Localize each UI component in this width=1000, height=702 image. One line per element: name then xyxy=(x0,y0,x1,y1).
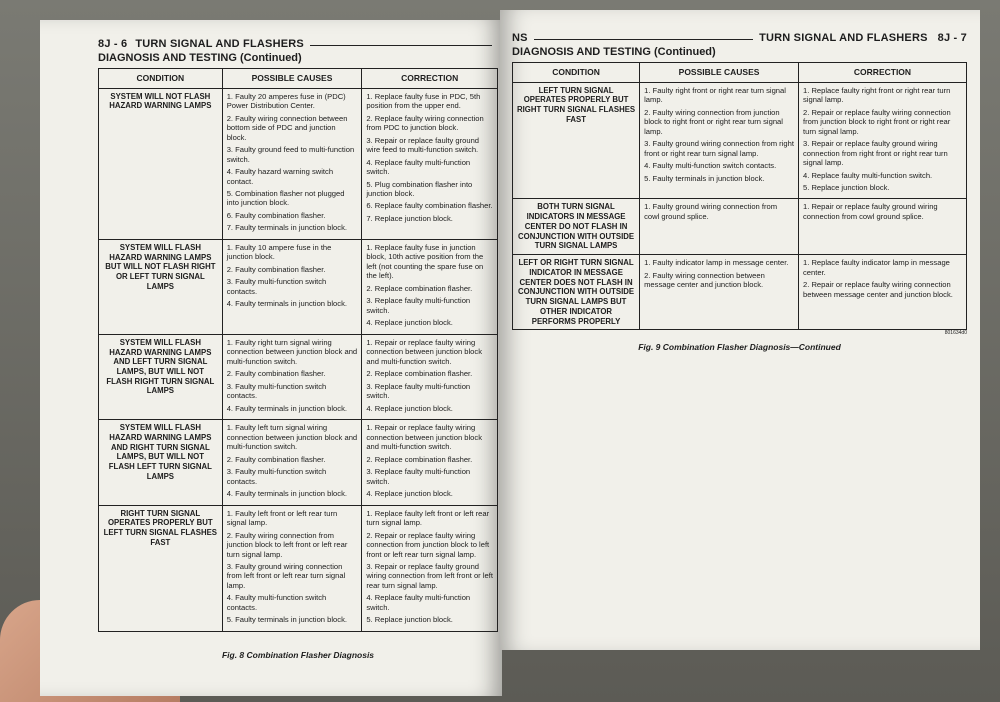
correction-item: 1. Replace faulty fuse in PDC, 5th position from the upper end. xyxy=(366,91,481,111)
condition-cell: SYSTEM WILL FLASH HAZARD WARNING LAMPS BUT WILL NOT FLASH RIGHT OR LEFT TURN SIGNAL LAMPS xyxy=(99,239,223,334)
table-row xyxy=(99,334,498,419)
column-header: POSSIBLE CAUSES xyxy=(640,63,799,83)
cause-item: 3. Faulty ground wiring connection from left front or left rear turn signal lamp. xyxy=(226,562,346,590)
condition-cell: LEFT TURN SIGNAL OPERATES PROPERLY BUT RIGHT TURN SIGNAL FLASHES FAST xyxy=(513,82,640,199)
cause-item: 2. Faulty wiring connection from junction block to right front or right rear turn signal lamp. xyxy=(644,107,783,136)
cause-item: 1. Faulty indicator lamp in message center. xyxy=(644,258,789,268)
correction-item: 1. Repair or replace faulty ground wiring connection from cowl ground splice. xyxy=(803,202,938,221)
right-page-number: 8J - 7 xyxy=(937,32,967,44)
table-header-row xyxy=(99,69,498,89)
causes-list xyxy=(227,92,358,233)
left-diagnosis-table xyxy=(98,68,498,632)
correction-item: 3. Repair or replace faulty ground wire feed to multi-function switch. xyxy=(366,135,480,155)
condition-cell: RIGHT TURN SIGNAL OPERATES PROPERLY BUT LEFT TURN SIGNAL FLASHES FAST xyxy=(99,505,223,631)
condition-cell: SYSTEM WILL FLASH HAZARD WARNING LAMPS AND LEFT TURN SIGNAL LAMPS, BUT WILL NOT FLASH RIGHT TURN SIGNAL LAMPS xyxy=(99,334,223,419)
corrections-list xyxy=(803,202,962,221)
cause-item: 4. Faulty terminals in junction block. xyxy=(226,489,347,499)
right-diagnosis-table xyxy=(512,62,967,330)
correction-cell xyxy=(362,334,498,419)
corrections-list xyxy=(366,92,493,224)
causes-cell xyxy=(222,505,362,631)
table-row xyxy=(99,88,498,239)
table-row xyxy=(513,82,967,199)
right-page-header xyxy=(512,32,967,44)
correction-item: 1. Repair or replace faulty wiring connection between junction block and multi-function switch. xyxy=(366,423,482,452)
cause-item: 4. Faulty multi-function switch contacts. xyxy=(226,593,327,612)
cause-item: 2. Faulty wiring connection from junction block to left front or left rear turn signal lamp. xyxy=(226,530,348,559)
cause-item: 2. Faulty wiring connection between bottom side of PDC and junction block. xyxy=(226,113,348,142)
correction-cell xyxy=(362,88,498,239)
causes-list xyxy=(227,338,358,413)
correction-item: 4. Replace junction block. xyxy=(366,489,453,499)
header-rule xyxy=(310,45,492,46)
right-table-body xyxy=(513,82,967,330)
causes-list xyxy=(227,423,358,498)
left-figure-caption: Fig. 8 Combination Flasher Diagnosis xyxy=(221,649,375,660)
figure-code: 801634d0 xyxy=(944,330,967,337)
left-section-title: DIAGNOSIS AND TESTING (Continued) xyxy=(98,52,302,64)
column-header: CONDITION xyxy=(99,69,223,89)
correction-cell xyxy=(799,199,967,255)
correction-item: 1. Replace faulty right front or right rear turn signal lamp. xyxy=(803,85,951,105)
cause-item: 5. Faulty terminals in junction block. xyxy=(644,173,765,183)
correction-cell xyxy=(799,82,967,199)
correction-item: 5. Replace junction block. xyxy=(803,182,890,192)
cause-item: 3. Faulty multi-function switch contacts. xyxy=(226,467,327,486)
correction-item: 2. Replace faulty wiring connection from PDC to junction block. xyxy=(366,113,484,133)
cause-item: 2. Faulty combination flasher. xyxy=(226,264,326,274)
correction-item: 1. Replace faulty fuse in junction block, 10th active position from the left (not counting the spare fuse on the left). xyxy=(366,242,484,281)
cause-item: 1. Faulty 20 amperes fuse in (PDC) Power Distribution Center. xyxy=(226,91,346,111)
correction-item: 6. Replace faulty combination flasher. xyxy=(366,201,493,211)
correction-item: 1. Replace faulty left front or left rear turn signal lamp. xyxy=(366,508,490,528)
correction-item: 7. Replace junction block. xyxy=(366,213,453,223)
causes-cell xyxy=(640,199,799,255)
cause-item: 2. Faulty wiring connection between message center and junction block. xyxy=(644,270,765,290)
correction-item: 4. Replace junction block. xyxy=(366,318,453,328)
column-header: CORRECTION xyxy=(799,63,967,83)
correction-item: 3. Replace faulty multi-function switch. xyxy=(366,296,471,315)
correction-item: 2. Replace combination flasher. xyxy=(366,283,473,293)
cause-item: 1. Faulty right front or right rear turn signal lamp. xyxy=(644,85,786,105)
correction-item: 4. Replace junction block. xyxy=(366,403,453,413)
cause-item: 2. Faulty combination flasher. xyxy=(226,454,326,464)
column-header: CORRECTION xyxy=(362,69,498,89)
correction-item: 5. Replace junction block. xyxy=(366,615,453,625)
cause-item: 5. Combination flasher not plugged into junction block. xyxy=(226,188,345,208)
table-row xyxy=(99,239,498,334)
table-row xyxy=(99,420,498,505)
left-running-title: TURN SIGNAL AND FLASHERS xyxy=(135,38,304,50)
cause-item: 5. Faulty terminals in junction block. xyxy=(226,615,347,625)
correction-item: 3. Replace faulty multi-function switch. xyxy=(366,381,471,401)
correction-cell xyxy=(362,239,498,334)
right-page xyxy=(500,10,980,650)
correction-item: 4. Replace faulty multi-function switch. xyxy=(366,157,471,177)
correction-item: 2. Repair or replace faulty wiring connection from junction block to right front or right rear turn signal lamp. xyxy=(803,107,951,136)
left-page-number: 8J - 6 xyxy=(98,38,128,50)
cause-item: 2. Faulty combination flasher. xyxy=(226,369,326,379)
correction-item: 5. Plug combination flasher into junction block. xyxy=(366,179,473,198)
correction-item: 2. Repair or replace faulty wiring connection between message center and junction block. xyxy=(803,280,953,299)
corrections-list xyxy=(366,338,493,413)
cause-item: 1. Faulty left turn signal wiring connection between junction block and multi-function switch. xyxy=(226,423,358,452)
cause-item: 1. Faulty ground wiring connection from cowl ground splice. xyxy=(644,202,778,221)
causes-list xyxy=(644,258,794,289)
cause-item: 7. Faulty terminals in junction block. xyxy=(226,223,347,233)
condition-cell: LEFT OR RIGHT TURN SIGNAL INDICATOR IN MESSAGE CENTER DOES NOT FLASH IN CONJUNCTION WITH OUTSIDE TURN SIGNAL LAMPS BUT OTHER INDICATOR PERFORMS PROPERLY xyxy=(513,255,640,330)
causes-list xyxy=(644,202,794,221)
correction-item: 4. Replace faulty multi-function switch. xyxy=(803,170,933,180)
left-table-body xyxy=(99,88,498,631)
cause-item: 1. Faulty right turn signal wiring connection between junction block and multi-function switch. xyxy=(226,337,358,366)
cause-item: 3. Faulty ground wiring connection from right front or right rear turn signal lamp. xyxy=(644,139,794,158)
right-figure-caption: Fig. 9 Combination Flasher Diagnosis—Continued xyxy=(638,342,841,353)
correction-cell xyxy=(799,255,967,330)
condition-cell: BOTH TURN SIGNAL INDICATORS IN MESSAGE CENTER DO NOT FLASH IN CONJUNCTION WITH OUTSIDE TURN SIGNAL LAMPS xyxy=(513,199,640,255)
causes-list xyxy=(227,509,358,625)
right-section-title: DIAGNOSIS AND TESTING (Continued) xyxy=(512,46,716,58)
correction-item: 2. Replace combination flasher. xyxy=(366,454,473,464)
corrections-list xyxy=(366,243,493,328)
cause-item: 3. Faulty ground feed to multi-function switch. xyxy=(226,145,355,164)
left-page xyxy=(40,20,502,696)
cause-item: 1. Faulty left front or left rear turn signal lamp. xyxy=(226,508,338,528)
causes-cell xyxy=(640,255,799,330)
column-header: CONDITION xyxy=(513,63,640,83)
correction-item: 3. Repair or replace faulty ground wiring connection from right front or right rear turn signal lamp. xyxy=(803,139,948,168)
causes-cell xyxy=(222,239,362,334)
cause-item: 4. Faulty terminals in junction block. xyxy=(226,403,347,413)
correction-item: 1. Repair or replace faulty wiring connection between junction block and multi-function switch. xyxy=(366,337,482,366)
right-model-code: NS xyxy=(512,32,528,44)
column-header: POSSIBLE CAUSES xyxy=(222,69,362,89)
correction-item: 2. Replace combination flasher. xyxy=(366,369,473,379)
header-rule xyxy=(534,39,753,40)
correction-item: 3. Repair or replace faulty ground wiring connection from left front or left rear turn signal lamp. xyxy=(366,562,493,590)
cause-item: 1. Faulty 10 ampere fuse in the junction block. xyxy=(226,242,332,262)
cause-item: 4. Faulty hazard warning switch contact. xyxy=(226,167,334,186)
correction-cell xyxy=(362,420,498,505)
corrections-list xyxy=(366,509,493,625)
corrections-list xyxy=(366,423,493,498)
condition-cell: SYSTEM WILL NOT FLASH HAZARD WARNING LAMPS xyxy=(99,88,223,239)
causes-cell xyxy=(640,82,799,199)
table-header-row xyxy=(513,63,967,83)
cause-item: 3. Faulty multi-function switch contacts. xyxy=(226,381,327,401)
table-row xyxy=(513,199,967,255)
correction-item: 3. Replace faulty multi-function switch. xyxy=(366,467,471,486)
table-row xyxy=(99,505,498,631)
causes-cell xyxy=(222,420,362,505)
correction-cell xyxy=(362,505,498,631)
correction-item: 1. Replace faulty indicator lamp in message center. xyxy=(803,258,950,277)
causes-list xyxy=(644,86,794,183)
cause-item: 3. Faulty multi-function switch contacts. xyxy=(226,277,327,296)
right-page-content xyxy=(512,32,967,352)
causes-cell xyxy=(222,88,362,239)
causes-list xyxy=(227,243,358,309)
corrections-list xyxy=(803,258,962,299)
left-page-header xyxy=(98,38,498,50)
correction-item: 4. Replace faulty multi-function switch. xyxy=(366,593,471,612)
cause-item: 6. Faulty combination flasher. xyxy=(226,210,326,220)
left-page-content xyxy=(98,38,498,660)
right-running-title: TURN SIGNAL AND FLASHERS xyxy=(759,32,928,44)
correction-item: 2. Repair or replace faulty wiring connection from junction block to left front or left rear turn signal lamp. xyxy=(366,530,490,559)
corrections-list xyxy=(803,86,962,193)
causes-cell xyxy=(222,334,362,419)
cause-item: 4. Faulty terminals in junction block. xyxy=(226,299,347,309)
cause-item: 4. Faulty multi-function switch contacts. xyxy=(644,161,777,171)
condition-cell: SYSTEM WILL FLASH HAZARD WARNING LAMPS AND RIGHT TURN SIGNAL LAMPS, BUT WILL NOT FLASH LEFT TURN SIGNAL LAMPS xyxy=(99,420,223,505)
table-row xyxy=(513,255,967,330)
